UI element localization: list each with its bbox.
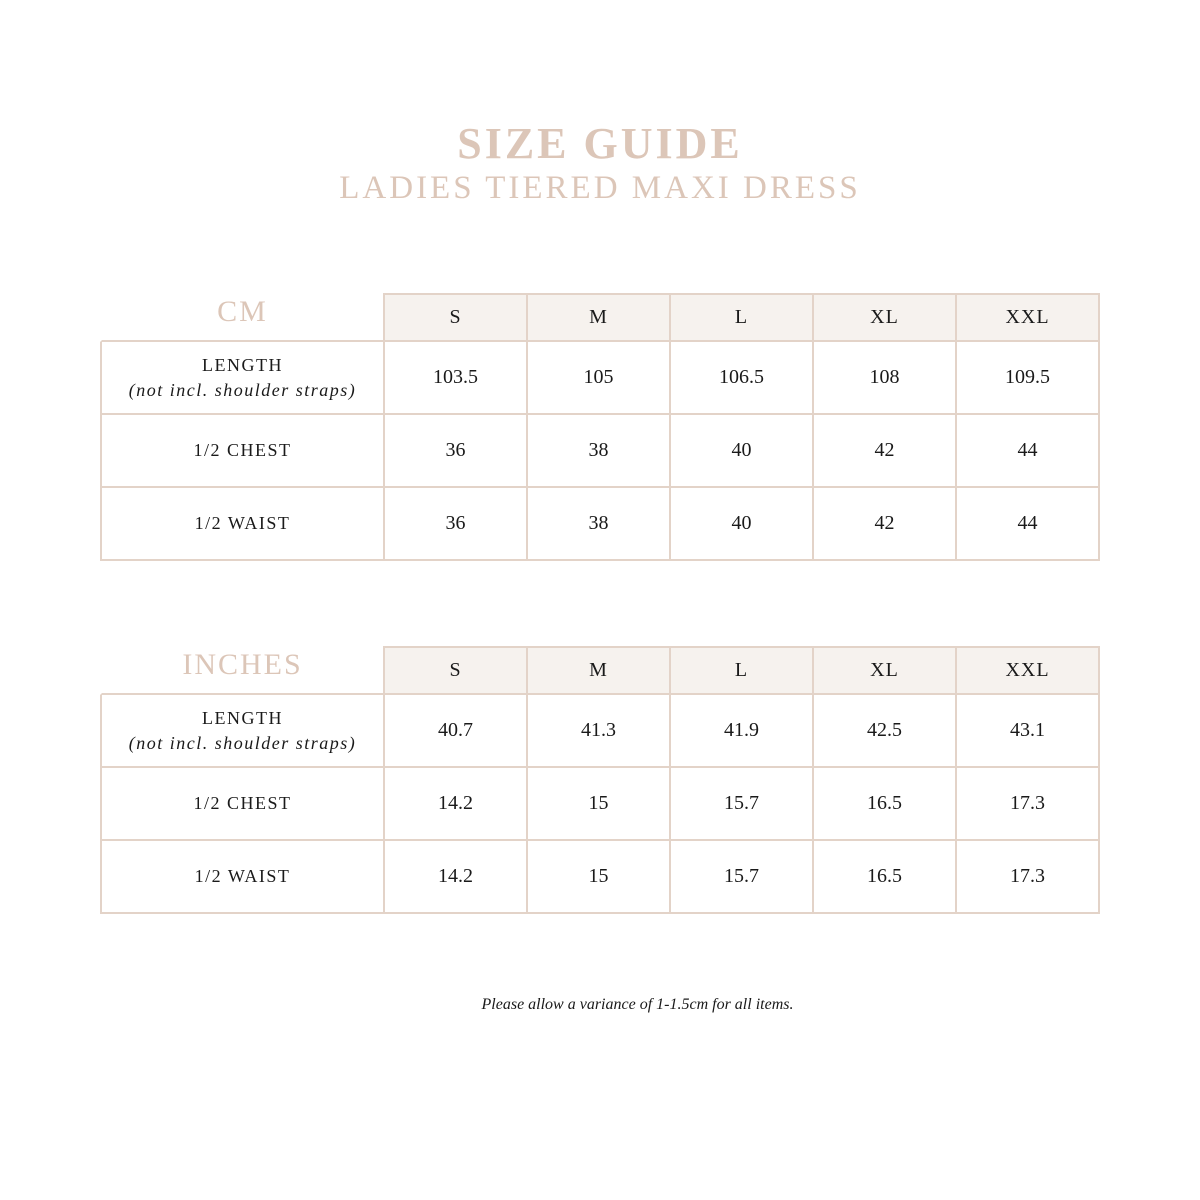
value-cell: 106.5 <box>671 342 814 415</box>
value-cell: 43.1 <box>957 695 1100 768</box>
value-cell: 14.2 <box>385 841 528 914</box>
value-cell: 44 <box>957 488 1100 561</box>
row-label-cell <box>100 695 385 768</box>
value-cell: 108 <box>814 342 957 415</box>
size-header: S <box>385 293 528 342</box>
row-label-cell <box>100 342 385 415</box>
size-header: S <box>385 646 528 695</box>
value-cell: 16.5 <box>814 841 957 914</box>
value-cell: 44 <box>957 415 1100 488</box>
size-table-cm <box>100 293 1100 561</box>
row-label: 1/2 CHEST <box>100 768 385 841</box>
value-cell: 14.2 <box>385 768 528 841</box>
table-header-row <box>100 646 1100 695</box>
size-header: M <box>528 646 671 695</box>
value-cell: 17.3 <box>957 841 1100 914</box>
table-header-row <box>100 293 1100 342</box>
product-subtitle: LADIES TIERED MAXI DRESS <box>339 170 861 206</box>
value-cell: 38 <box>528 488 671 561</box>
row-label: 1/2 WAIST <box>100 488 385 561</box>
size-header: XXL <box>957 293 1100 342</box>
value-cell: 42.5 <box>814 695 957 768</box>
value-cell: 15 <box>528 841 671 914</box>
value-cell: 40 <box>671 415 814 488</box>
row-label: 1/2 WAIST <box>100 841 385 914</box>
value-cell: 15.7 <box>671 841 814 914</box>
row-note: (not incl. shoulder straps) <box>128 379 357 400</box>
value-cell: 105 <box>528 342 671 415</box>
value-cell: 17.3 <box>957 768 1100 841</box>
value-cell: 15 <box>528 768 671 841</box>
row-label: LENGTH <box>202 707 283 728</box>
unit-label: CM <box>100 293 385 342</box>
table-row <box>100 695 1100 768</box>
table-row <box>100 415 1100 488</box>
page-title: SIZE GUIDE <box>457 119 743 168</box>
size-header: XL <box>814 646 957 695</box>
value-cell: 42 <box>814 488 957 561</box>
size-header: L <box>671 293 814 342</box>
size-table-inches <box>100 646 1100 914</box>
value-cell: 41.3 <box>528 695 671 768</box>
value-cell: 40.7 <box>385 695 528 768</box>
value-cell: 103.5 <box>385 342 528 415</box>
table-row <box>100 768 1100 841</box>
row-note: (not incl. shoulder straps) <box>128 732 357 753</box>
value-cell: 41.9 <box>671 695 814 768</box>
value-cell: 40 <box>671 488 814 561</box>
table-row <box>100 342 1100 415</box>
value-cell: 42 <box>814 415 957 488</box>
variance-note: Please allow a variance of 1-1.5cm for all items. <box>481 996 794 1013</box>
size-header: L <box>671 646 814 695</box>
value-cell: 15.7 <box>671 768 814 841</box>
unit-label: INCHES <box>100 646 385 695</box>
table-row <box>100 488 1100 561</box>
size-header: XXL <box>957 646 1100 695</box>
value-cell: 109.5 <box>957 342 1100 415</box>
table-row <box>100 841 1100 914</box>
value-cell: 38 <box>528 415 671 488</box>
size-header: XL <box>814 293 957 342</box>
value-cell: 36 <box>385 415 528 488</box>
row-label: 1/2 CHEST <box>100 415 385 488</box>
row-label: LENGTH <box>202 354 283 375</box>
size-header: M <box>528 293 671 342</box>
value-cell: 16.5 <box>814 768 957 841</box>
value-cell: 36 <box>385 488 528 561</box>
